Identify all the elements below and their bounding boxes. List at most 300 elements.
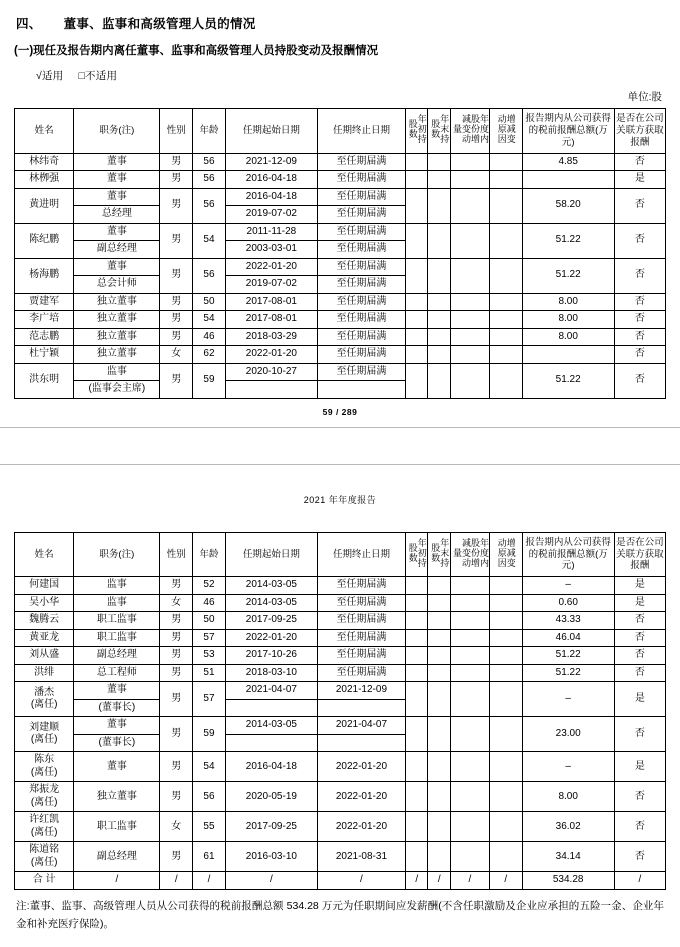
cell-begin-shares	[405, 346, 428, 364]
cell-term-end: 至任期届满	[317, 223, 405, 241]
cell-term-end: 至任期届满	[317, 594, 405, 612]
total-slash: /	[160, 872, 193, 890]
cell-name: 潘杰 (离任)	[15, 682, 74, 717]
cell-name: 杜宁颖	[15, 346, 74, 364]
col-term-end: 任期终止日期	[317, 532, 405, 577]
cell-post: 监事	[74, 577, 160, 595]
col-post: 职务(注)	[74, 109, 160, 154]
cell-name: 何建国	[15, 577, 74, 595]
col-share-change: 年度内股份增减变动量	[450, 532, 489, 577]
cell-name: 许红凯 (离任)	[15, 812, 74, 842]
cell-age: 46	[193, 594, 226, 612]
cell-term-end: 2022-01-20	[317, 812, 405, 842]
cell-term-end	[317, 699, 405, 717]
cell-term-end: 至任期届满	[317, 612, 405, 630]
cell-end-shares	[428, 842, 451, 872]
cell-begin-shares	[405, 612, 428, 630]
cell-age: 50	[193, 293, 226, 311]
cell-share-change	[450, 752, 489, 782]
cell-post: 职工监事	[74, 629, 160, 647]
cell-term-end: 2021-12-09	[317, 682, 405, 700]
cell-begin-shares	[405, 782, 428, 812]
document-page-2	[0, 465, 680, 934]
cell-post: 副总经理	[74, 842, 160, 872]
cell-pretax-pay: 51.22	[522, 664, 614, 682]
cell-related-pay: 否	[614, 647, 665, 665]
cell-name: 洪东明	[15, 363, 74, 398]
cell-begin-shares	[405, 258, 428, 293]
cell-pretax-pay: 51.22	[522, 258, 614, 293]
cell-gender: 男	[160, 664, 193, 682]
cell-gender: 男	[160, 188, 193, 223]
table-row	[15, 223, 666, 241]
cell-post: 独立董事	[74, 328, 160, 346]
cell-name: 陈道铭 (离任)	[15, 842, 74, 872]
cell-begin-shares	[405, 717, 428, 752]
cell-pretax-pay: 36.02	[522, 812, 614, 842]
cell-age: 57	[193, 682, 226, 717]
cell-share-change	[450, 629, 489, 647]
table-row	[15, 717, 666, 735]
not-applicable-checkbox[interactable]: □不适用	[78, 70, 118, 82]
cell-term-start: 2011-11-28	[225, 223, 317, 241]
cell-post: (监事会主席)	[74, 381, 160, 399]
table-row	[15, 594, 666, 612]
cell-change-reason	[489, 664, 522, 682]
applicability-line	[36, 68, 666, 83]
cell-end-shares	[428, 612, 451, 630]
cell-change-reason	[489, 153, 522, 171]
cell-term-start	[225, 699, 317, 717]
cell-term-start: 2003-03-01	[225, 241, 317, 259]
cell-post: 独立董事	[74, 782, 160, 812]
col-gender: 性别	[160, 109, 193, 154]
cell-age: 56	[193, 188, 226, 223]
cell-share-change	[450, 812, 489, 842]
cell-age: 62	[193, 346, 226, 364]
col-term-start: 任期起始日期	[225, 532, 317, 577]
cell-share-change	[450, 346, 489, 364]
cell-begin-shares	[405, 812, 428, 842]
cell-gender: 女	[160, 346, 193, 364]
cell-change-reason	[489, 311, 522, 329]
total-slash: /	[225, 872, 317, 890]
cell-end-shares	[428, 258, 451, 293]
cell-pretax-pay: 23.00	[522, 717, 614, 752]
table-row	[15, 188, 666, 206]
cell-post: 监事	[74, 363, 160, 381]
table-header-row	[15, 109, 666, 154]
cell-change-reason	[489, 223, 522, 258]
col-term-end: 任期终止日期	[317, 109, 405, 154]
cell-name: 刘建顺 (离任)	[15, 717, 74, 752]
cell-begin-shares	[405, 842, 428, 872]
cell-change-reason	[489, 258, 522, 293]
cell-pretax-pay: 8.00	[522, 311, 614, 329]
col-gender: 性别	[160, 532, 193, 577]
cell-post: 职工监事	[74, 612, 160, 630]
cell-pretax-pay: 0.60	[522, 594, 614, 612]
cell-change-reason	[489, 328, 522, 346]
cell-post: 总经理	[74, 206, 160, 224]
col-end-shares: 年末持股数	[428, 109, 451, 154]
table-row	[15, 842, 666, 872]
cell-gender: 男	[160, 782, 193, 812]
cell-related-pay: 否	[614, 258, 665, 293]
cell-post: 监事	[74, 594, 160, 612]
section-number: 四、	[16, 17, 42, 31]
cell-gender: 男	[160, 842, 193, 872]
cell-term-end: 至任期届满	[317, 328, 405, 346]
cell-post: (董事长)	[74, 699, 160, 717]
table-row	[15, 577, 666, 595]
section-title-text: 董事、监事和高级管理人员的情况	[63, 17, 256, 31]
cell-related-pay: 否	[614, 293, 665, 311]
cell-end-shares	[428, 782, 451, 812]
table-row	[15, 664, 666, 682]
cell-term-start: 2016-03-10	[225, 842, 317, 872]
cell-end-shares	[428, 717, 451, 752]
cell-term-end: 至任期届满	[317, 276, 405, 294]
cell-begin-shares	[405, 311, 428, 329]
cell-related-pay: 否	[614, 664, 665, 682]
cell-name: 黄亚龙	[15, 629, 74, 647]
cell-term-end: 2021-04-07	[317, 717, 405, 735]
cell-change-reason	[489, 717, 522, 752]
cell-begin-shares	[405, 629, 428, 647]
cell-name: 李广培	[15, 311, 74, 329]
cell-age: 59	[193, 717, 226, 752]
cell-change-reason	[489, 812, 522, 842]
cell-post: 董事	[74, 153, 160, 171]
cell-term-end: 至任期届满	[317, 188, 405, 206]
cell-term-end	[317, 381, 405, 399]
cell-name: 贾建军	[15, 293, 74, 311]
cell-term-start: 2022-01-20	[225, 629, 317, 647]
col-related-party-pay: 是否在公司关联方获取报酬	[614, 109, 665, 154]
cell-begin-shares	[405, 328, 428, 346]
cell-share-change	[450, 717, 489, 752]
cell-term-end: 2021-08-31	[317, 842, 405, 872]
cell-gender: 男	[160, 363, 193, 398]
cell-pretax-pay: 51.22	[522, 647, 614, 665]
cell-term-start: 2014-03-05	[225, 717, 317, 735]
cell-share-change	[450, 577, 489, 595]
cell-pretax-pay: –	[522, 752, 614, 782]
cell-age: 56	[193, 171, 226, 189]
cell-share-change	[450, 682, 489, 717]
cell-gender: 男	[160, 629, 193, 647]
total-row	[15, 872, 666, 890]
col-name: 姓名	[15, 532, 74, 577]
cell-post: 副总经理	[74, 647, 160, 665]
document-page	[0, 0, 680, 417]
cell-term-end: 至任期届满	[317, 206, 405, 224]
cell-share-change	[450, 363, 489, 398]
cell-post: 董事	[74, 682, 160, 700]
cell-term-start: 2017-10-26	[225, 647, 317, 665]
cell-begin-shares	[405, 153, 428, 171]
cell-term-start: 2022-01-20	[225, 258, 317, 276]
col-begin-shares: 年初持股数	[405, 109, 428, 154]
cell-name: 刘从盛	[15, 647, 74, 665]
cell-gender: 男	[160, 682, 193, 717]
cell-term-start: 2017-08-01	[225, 311, 317, 329]
officers-table-part1	[14, 108, 666, 399]
cell-term-start	[225, 381, 317, 399]
cell-pretax-pay: 43.33	[522, 612, 614, 630]
cell-pretax-pay: 46.04	[522, 629, 614, 647]
cell-end-shares	[428, 311, 451, 329]
table-row	[15, 752, 666, 782]
cell-post: 职工监事	[74, 812, 160, 842]
report-running-header: 2021 年年度报告	[303, 494, 377, 505]
cell-age: 59	[193, 363, 226, 398]
cell-change-reason	[489, 346, 522, 364]
cell-pretax-pay: 34.14	[522, 842, 614, 872]
cell-age: 56	[193, 258, 226, 293]
cell-pretax-pay	[522, 346, 614, 364]
table-row	[15, 612, 666, 630]
cell-pretax-pay: 8.00	[522, 782, 614, 812]
cell-share-change	[450, 293, 489, 311]
cell-age: 57	[193, 629, 226, 647]
cell-change-reason	[489, 363, 522, 398]
cell-end-shares	[428, 752, 451, 782]
cell-term-end: 2022-01-20	[317, 752, 405, 782]
cell-gender: 男	[160, 752, 193, 782]
cell-term-start: 2014-03-05	[225, 577, 317, 595]
cell-end-shares	[428, 223, 451, 258]
cell-post: 董事	[74, 223, 160, 241]
total-pretax-pay: 534.28	[522, 872, 614, 890]
cell-term-end: 至任期届满	[317, 363, 405, 381]
officers-table-part2	[14, 532, 666, 890]
cell-change-reason	[489, 842, 522, 872]
cell-gender: 男	[160, 612, 193, 630]
cell-gender: 女	[160, 812, 193, 842]
cell-age: 54	[193, 311, 226, 329]
cell-term-start: 2018-03-29	[225, 328, 317, 346]
cell-related-pay: 是	[614, 682, 665, 717]
cell-post: 独立董事	[74, 346, 160, 364]
cell-term-start: 2020-05-19	[225, 782, 317, 812]
cell-end-shares	[428, 664, 451, 682]
cell-term-end: 至任期届满	[317, 664, 405, 682]
total-label: 合 计	[15, 872, 74, 890]
cell-related-pay: 是	[614, 752, 665, 782]
cell-begin-shares	[405, 188, 428, 223]
cell-change-reason	[489, 594, 522, 612]
cell-name: 陈纪鹏	[15, 223, 74, 258]
cell-age: 56	[193, 153, 226, 171]
table-row	[15, 647, 666, 665]
col-pretax-pay: 报告期内从公司获得的税前报酬总额(万元)	[522, 109, 614, 154]
cell-name: 洪绯	[15, 664, 74, 682]
cell-post: 总会计师	[74, 276, 160, 294]
cell-post: 董事	[74, 258, 160, 276]
cell-age: 55	[193, 812, 226, 842]
cell-name: 杨海鹏	[15, 258, 74, 293]
cell-gender: 男	[160, 293, 193, 311]
cell-share-change	[450, 188, 489, 223]
cell-related-pay: 否	[614, 363, 665, 398]
cell-change-reason	[489, 188, 522, 223]
table-row	[15, 629, 666, 647]
total-slash: /	[317, 872, 405, 890]
cell-end-shares	[428, 293, 451, 311]
cell-name: 范志鹏	[15, 328, 74, 346]
total-slash: /	[450, 872, 489, 890]
col-age: 年龄	[193, 532, 226, 577]
cell-post: (董事长)	[74, 734, 160, 752]
cell-term-start: 2016-04-18	[225, 752, 317, 782]
total-slash: /	[614, 872, 665, 890]
cell-share-change	[450, 153, 489, 171]
cell-post: 独立董事	[74, 311, 160, 329]
cell-end-shares	[428, 629, 451, 647]
cell-end-shares	[428, 346, 451, 364]
table-row	[15, 258, 666, 276]
total-slash: /	[193, 872, 226, 890]
cell-pretax-pay: –	[522, 682, 614, 717]
cell-gender: 男	[160, 171, 193, 189]
cell-related-pay: 否	[614, 782, 665, 812]
cell-end-shares	[428, 363, 451, 398]
cell-term-start: 2019-07-02	[225, 276, 317, 294]
cell-gender: 男	[160, 577, 193, 595]
col-name: 姓名	[15, 109, 74, 154]
col-change-reason: 增减变动原因	[489, 532, 522, 577]
table-row	[15, 782, 666, 812]
cell-begin-shares	[405, 223, 428, 258]
cell-share-change	[450, 328, 489, 346]
cell-gender: 男	[160, 328, 193, 346]
cell-term-end: 至任期届满	[317, 311, 405, 329]
cell-share-change	[450, 842, 489, 872]
cell-post: 董事	[74, 188, 160, 206]
cell-related-pay: 是	[614, 577, 665, 595]
cell-term-end: 至任期届满	[317, 171, 405, 189]
cell-related-pay: 否	[614, 153, 665, 171]
cell-gender: 男	[160, 223, 193, 258]
cell-related-pay: 否	[614, 188, 665, 223]
cell-share-change	[450, 258, 489, 293]
cell-name: 陈东 (离任)	[15, 752, 74, 782]
cell-term-start: 2021-12-09	[225, 153, 317, 171]
cell-term-start: 2018-03-10	[225, 664, 317, 682]
cell-begin-shares	[405, 594, 428, 612]
cell-related-pay: 否	[614, 223, 665, 258]
cell-gender: 男	[160, 258, 193, 293]
cell-term-start: 2017-09-25	[225, 612, 317, 630]
cell-pretax-pay: 8.00	[522, 293, 614, 311]
cell-gender: 女	[160, 594, 193, 612]
cell-end-shares	[428, 153, 451, 171]
cell-age: 50	[193, 612, 226, 630]
cell-related-pay: 否	[614, 629, 665, 647]
cell-post: 独立董事	[74, 293, 160, 311]
table-row	[15, 311, 666, 329]
cell-end-shares	[428, 682, 451, 717]
cell-post: 董事	[74, 717, 160, 735]
cell-end-shares	[428, 812, 451, 842]
cell-term-end	[317, 734, 405, 752]
col-share-change: 年度内股份增减变动量	[450, 109, 489, 154]
cell-change-reason	[489, 293, 522, 311]
table-note: 注:董事、监事、高级管理人员从公司获得的税前报酬总额 534.28 万元为任职期间应发薪酬(不含任职激励及企业应承担的五险一金、企业年金和补充医疗保险)。	[16, 899, 664, 930]
cell-pretax-pay: 51.22	[522, 363, 614, 398]
cell-name: 魏腾云	[15, 612, 74, 630]
cell-begin-shares	[405, 752, 428, 782]
table-row	[15, 812, 666, 842]
col-end-shares: 年末持股数	[428, 532, 451, 577]
total-slash: /	[405, 872, 428, 890]
table-row	[15, 171, 666, 189]
cell-related-pay: 否	[614, 612, 665, 630]
cell-end-shares	[428, 328, 451, 346]
cell-term-start: 2017-09-25	[225, 812, 317, 842]
cell-age: 56	[193, 782, 226, 812]
cell-term-end: 至任期届满	[317, 346, 405, 364]
cell-age: 53	[193, 647, 226, 665]
cell-age: 54	[193, 752, 226, 782]
cell-related-pay: 是	[614, 171, 665, 189]
cell-begin-shares	[405, 293, 428, 311]
cell-term-end: 2022-01-20	[317, 782, 405, 812]
section-heading	[16, 14, 666, 32]
cell-term-start: 2021-04-07	[225, 682, 317, 700]
cell-pretax-pay: 58.20	[522, 188, 614, 223]
cell-pretax-pay: 8.00	[522, 328, 614, 346]
cell-pretax-pay: –	[522, 577, 614, 595]
cell-name: 林纬奇	[15, 153, 74, 171]
cell-gender: 男	[160, 647, 193, 665]
cell-post: 总工程师	[74, 664, 160, 682]
cell-change-reason	[489, 647, 522, 665]
cell-term-start: 2014-03-05	[225, 594, 317, 612]
cell-gender: 男	[160, 717, 193, 752]
cell-name: 林栁强	[15, 171, 74, 189]
cell-share-change	[450, 311, 489, 329]
cell-begin-shares	[405, 682, 428, 717]
cell-age: 61	[193, 842, 226, 872]
cell-related-pay: 否	[614, 842, 665, 872]
cell-begin-shares	[405, 363, 428, 398]
cell-name: 郑振龙 (离任)	[15, 782, 74, 812]
page-gap	[0, 428, 680, 454]
total-slash: /	[428, 872, 451, 890]
cell-term-start: 2019-07-02	[225, 206, 317, 224]
cell-end-shares	[428, 594, 451, 612]
col-begin-shares: 年初持股数	[405, 532, 428, 577]
cell-related-pay: 是	[614, 594, 665, 612]
cell-age: 46	[193, 328, 226, 346]
cell-post: 副总经理	[74, 241, 160, 259]
cell-age: 51	[193, 664, 226, 682]
cell-begin-shares	[405, 647, 428, 665]
cell-end-shares	[428, 577, 451, 595]
cell-share-change	[450, 647, 489, 665]
cell-term-end: 至任期届满	[317, 258, 405, 276]
col-change-reason: 增减变动原因	[489, 109, 522, 154]
cell-begin-shares	[405, 664, 428, 682]
cell-pretax-pay	[522, 171, 614, 189]
applicable-checkbox[interactable]: √适用	[36, 70, 64, 82]
cell-term-start: 2016-04-18	[225, 188, 317, 206]
cell-term-start: 2020-10-27	[225, 363, 317, 381]
table-row	[15, 293, 666, 311]
